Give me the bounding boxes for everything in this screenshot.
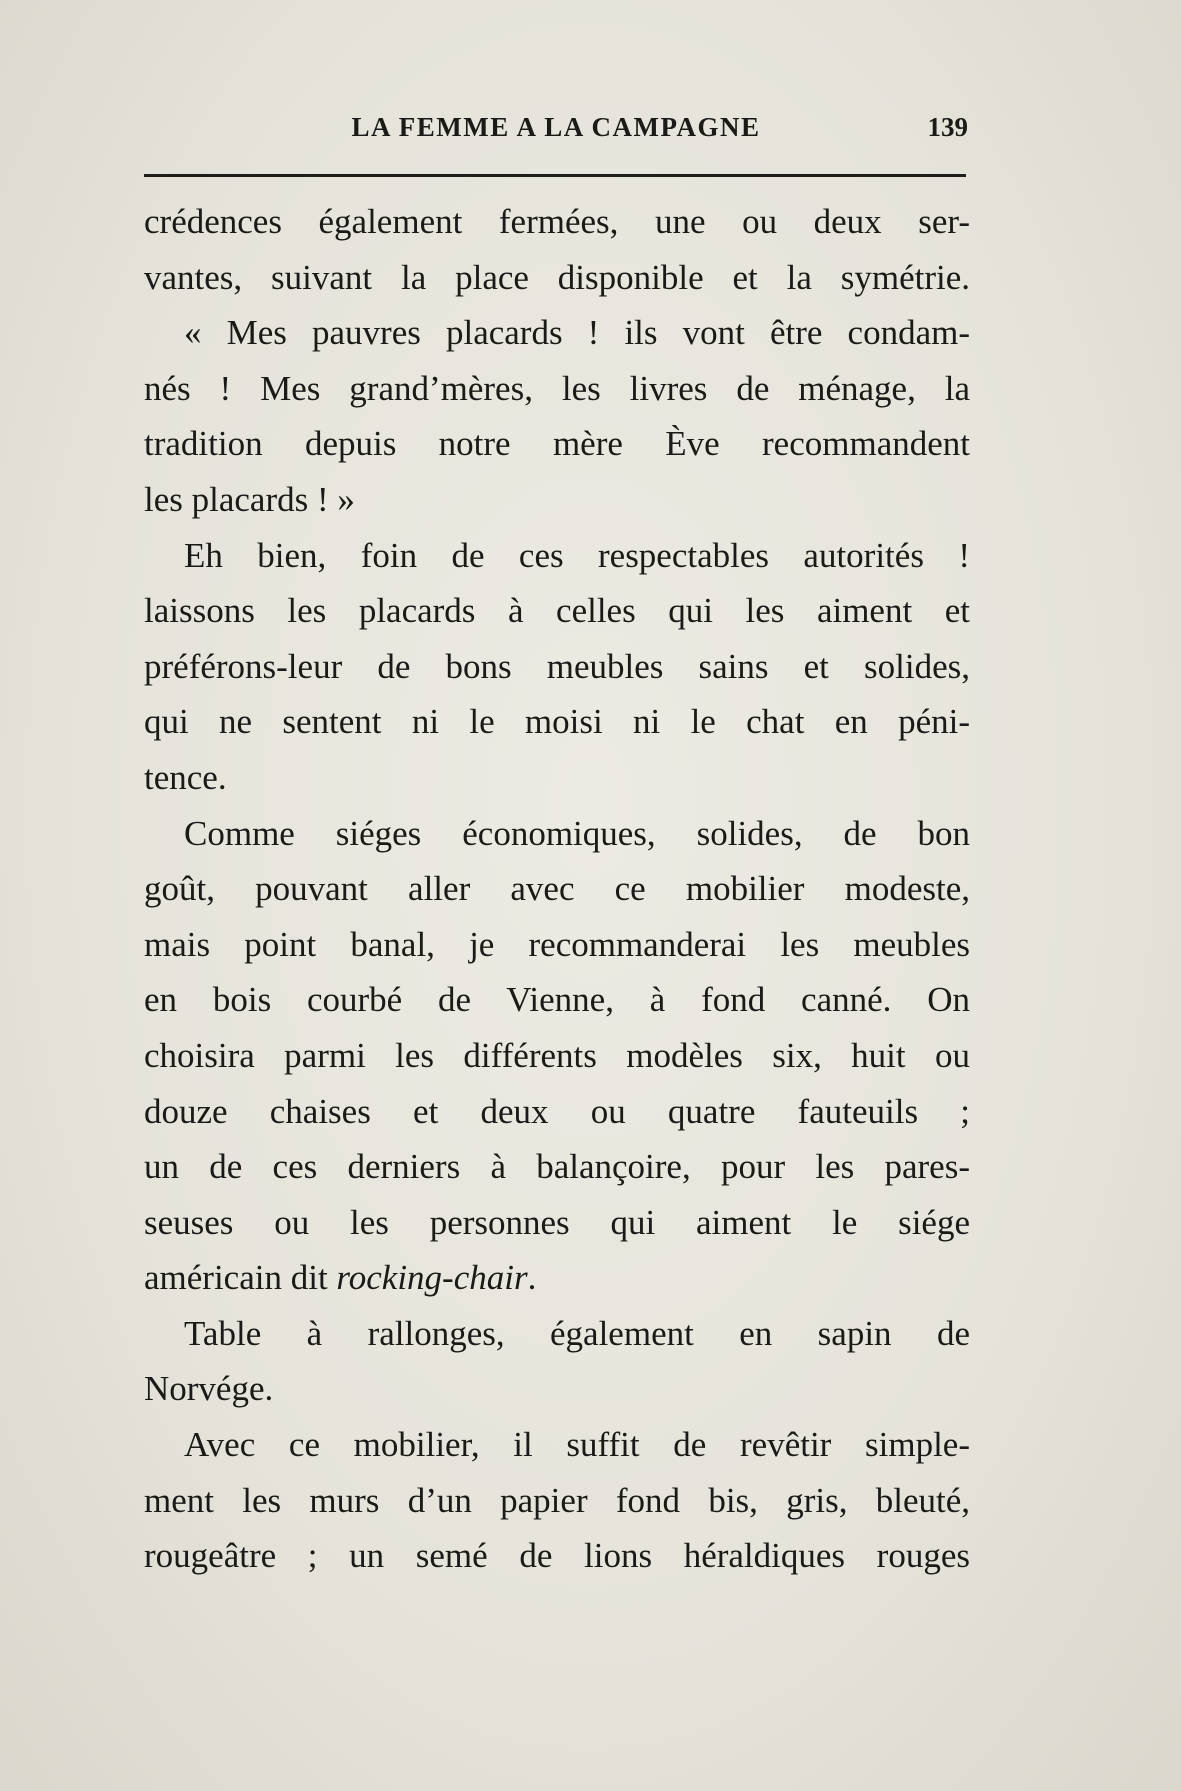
- text-line: Eh bien, foin de ces respectables autorités !: [184, 535, 970, 575]
- text-line: Norvége.: [144, 1369, 274, 1409]
- text-line: nés ! Mes grand’mères, les livres de ménage, la: [144, 368, 970, 408]
- italic-term: rocking-chair: [336, 1258, 528, 1298]
- text-line: vantes, suivant la place disponible et la symétrie.: [144, 257, 970, 297]
- page-header: [144, 112, 968, 152]
- text-line: Comme siéges économiques, solides, de bon: [184, 813, 970, 853]
- text-line: goût, pouvant aller avec ce mobilier modeste,: [144, 869, 970, 909]
- text-line: préférons-leur de bons meubles sains et solides,: [144, 646, 970, 686]
- text-line: Table à rallonges, également en sapin de: [184, 1313, 970, 1353]
- text-line: mais point banal, je recommanderai les meubles: [144, 924, 970, 964]
- header-rule: [144, 174, 966, 177]
- text-line: choisira parmi les différents modèles six, huit ou: [144, 1035, 970, 1075]
- text-line: Avec ce mobilier, il suffit de revêtir simple-: [184, 1425, 970, 1465]
- text-line: tradition depuis notre mère Ève recommandent: [144, 424, 970, 464]
- text-line: seuses ou les personnes qui aiment le siége: [144, 1202, 970, 1242]
- text-line: un de ces derniers à balançoire, pour les pares-: [144, 1147, 970, 1187]
- text-line: en bois courbé de Vienne, à fond canné. On: [144, 980, 970, 1020]
- text-line: [144, 1250, 970, 1306]
- text-line: les placards ! »: [144, 479, 355, 519]
- body-text: [144, 194, 970, 1584]
- text-line: laissons les placards à celles qui les aiment et: [144, 591, 970, 631]
- page-number: 139: [927, 112, 968, 142]
- text-segment: .: [527, 1258, 537, 1298]
- text-line: ment les murs d’un papier fond bis, gris, bleuté,: [144, 1480, 970, 1520]
- text-line: « Mes pauvres placards ! ils vont être condam-: [184, 313, 970, 353]
- running-title: LA FEMME A LA CAMPAGNE: [351, 112, 761, 142]
- text-line: tence.: [144, 757, 227, 797]
- text-line: crédences également fermées, une ou deux ser-: [144, 202, 970, 241]
- text-segment: américain dit: [144, 1258, 337, 1298]
- text-line: qui ne sentent ni le moisi ni le chat en péni-: [144, 702, 970, 742]
- text-line: rougeâtre ; un semé de lions héraldiques rouges: [144, 1536, 970, 1576]
- text-line: douze chaises et deux ou quatre fauteuils ;: [144, 1091, 970, 1131]
